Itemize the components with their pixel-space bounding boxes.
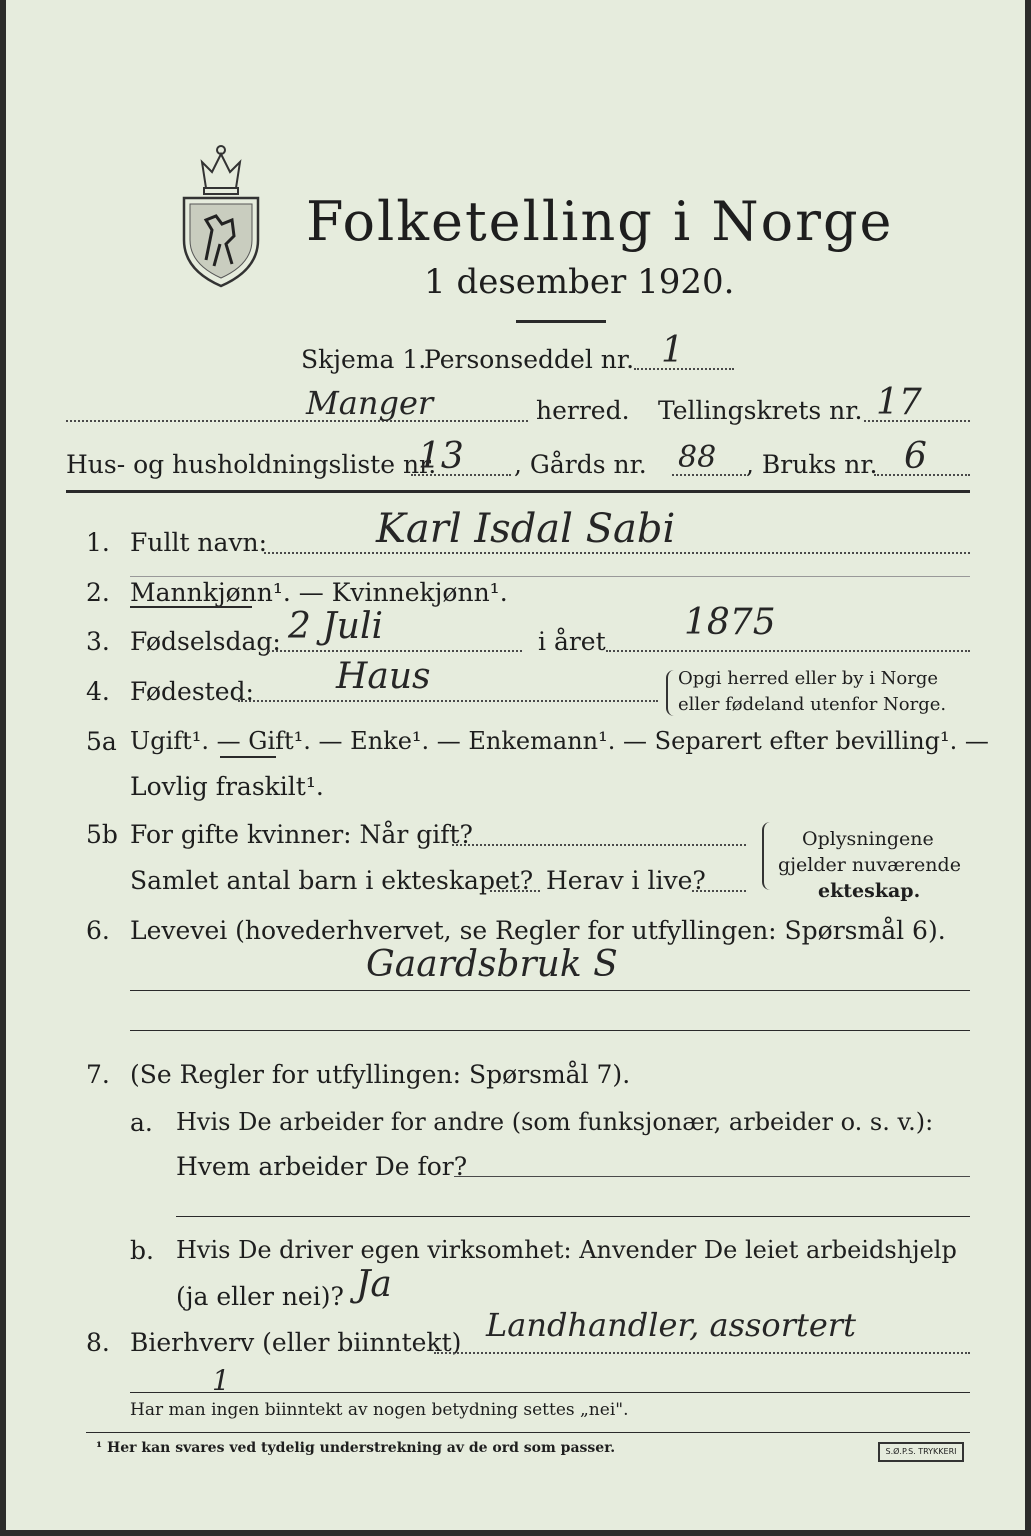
form-title: Folketelling i Norge bbox=[306, 190, 894, 253]
herred-line bbox=[66, 420, 528, 422]
q7a-line bbox=[454, 1176, 970, 1177]
q7b-line2: (ja eller nei)? bbox=[176, 1282, 344, 1311]
q3-number: 3. bbox=[86, 627, 110, 656]
q7a-line-2 bbox=[176, 1216, 970, 1217]
q5b-line2: Samlet antal barn i ekteskapet? bbox=[130, 866, 534, 895]
skjema-label: Skjema 1. bbox=[301, 345, 427, 374]
q4-brace bbox=[666, 670, 676, 716]
q4-label: Fødested: bbox=[130, 677, 254, 706]
q3-year-line bbox=[606, 650, 970, 652]
q1-line-2 bbox=[130, 576, 970, 577]
q6-number: 6. bbox=[86, 916, 110, 945]
q7-label: (Se Regler for utfyllingen: Spørsmål 7). bbox=[130, 1060, 631, 1089]
personseddel-label: Personseddel nr. bbox=[424, 345, 635, 374]
q8-line-2 bbox=[130, 1392, 970, 1393]
gards-label: , Gårds nr. bbox=[514, 450, 647, 479]
q8-note: Har man ingen biinntekt av nogen betydning settes „nei". bbox=[130, 1400, 629, 1420]
q1-line bbox=[264, 552, 970, 554]
q4-note-line1: Opgi herred eller by i Norge bbox=[678, 668, 939, 689]
q5b-note-line1: Oplysningene bbox=[802, 828, 934, 850]
footnote-divider bbox=[86, 1432, 970, 1433]
q7a-line2: Hvem arbeider De for? bbox=[176, 1152, 468, 1181]
husholdningsliste-label: Hus- og husholdningsliste nr. bbox=[66, 450, 437, 479]
q5b-number: 5b bbox=[86, 820, 118, 849]
q5b-married-line bbox=[452, 844, 746, 846]
q1-label: Fullt navn: bbox=[130, 528, 268, 557]
q6-line-1 bbox=[130, 990, 970, 991]
q3-year-label: i året bbox=[538, 627, 606, 656]
q8-line bbox=[434, 1352, 970, 1354]
bruks-value: 6 bbox=[904, 436, 927, 477]
q3-value: 2 Juli bbox=[288, 606, 383, 647]
q1-value: Karl Isdal Sabi bbox=[376, 506, 676, 552]
coat-of-arms-icon bbox=[176, 140, 266, 290]
tellingskrets-value: 17 bbox=[876, 382, 922, 423]
q8-value-2: 1 bbox=[212, 1364, 230, 1397]
bruks-label: , Bruks nr. bbox=[746, 450, 878, 479]
q3-label: Fødselsdag: bbox=[130, 627, 281, 656]
q5b-live-line bbox=[692, 890, 746, 892]
q6-value: Gaardsbruk S bbox=[366, 944, 618, 985]
q7b-value: Ja bbox=[356, 1264, 392, 1305]
q5b-children-line bbox=[490, 890, 540, 892]
census-form-page bbox=[6, 0, 1025, 1530]
q5a-number: 5a bbox=[86, 727, 117, 756]
q5b-line1: For gifte kvinner: Når gift? bbox=[130, 820, 473, 849]
q5a-underline-gift bbox=[220, 756, 276, 758]
q8-label: Bierhverv (eller biinntekt) bbox=[130, 1328, 462, 1357]
tellingskrets-label: Tellingskrets nr. bbox=[658, 396, 863, 425]
q2-text: Mannkjønn¹. — Kvinnekjønn¹. bbox=[130, 578, 508, 607]
q5b-note-line3: ekteskap. bbox=[818, 880, 921, 902]
q5b-note-line2: gjelder nuværende bbox=[778, 854, 961, 876]
q5b-live-label: Herav i live? bbox=[546, 866, 706, 895]
q8-number: 8. bbox=[86, 1328, 110, 1357]
q7b-line1: Hvis De driver egen virksomhet: Anvender De leiet arbeidshjelp bbox=[176, 1236, 957, 1264]
q5a-line2: Lovlig fraskilt¹. bbox=[130, 772, 324, 801]
herred-label: herred. bbox=[536, 396, 630, 425]
census-date: 1 desember 1920. bbox=[424, 262, 735, 302]
q6-label: Levevei (hovederhvervet, se Regler for utfyllingen: Spørsmål 6). bbox=[130, 916, 946, 945]
q6-line-2 bbox=[130, 1030, 970, 1031]
q3-year-value: 1875 bbox=[684, 602, 776, 643]
q4-number: 4. bbox=[86, 677, 110, 706]
q7a-letter: a. bbox=[130, 1108, 153, 1137]
header-divider bbox=[66, 490, 970, 493]
q7a-line1: Hvis De arbeider for andre (som funksjonær, arbeider o. s. v.): bbox=[176, 1108, 934, 1136]
personseddel-value: 1 bbox=[661, 330, 684, 371]
q4-note-line2: eller fødeland utenfor Norge. bbox=[678, 694, 947, 715]
q5a-line1: Ugift¹. — Gift¹. — Enke¹. — Enkemann¹. — Separert efter bevilling¹. — bbox=[130, 727, 989, 755]
q7-number: 7. bbox=[86, 1060, 110, 1089]
q3-line bbox=[268, 650, 522, 652]
title-divider bbox=[516, 320, 606, 323]
personseddel-line bbox=[634, 368, 734, 370]
q2-number: 2. bbox=[86, 578, 110, 607]
q8-value: Landhandler, assortert bbox=[486, 1306, 856, 1344]
q7b-letter: b. bbox=[130, 1236, 154, 1265]
q4-value: Haus bbox=[336, 656, 431, 697]
herred-value: Manger bbox=[306, 384, 434, 422]
q2-underline-mannkjonn bbox=[130, 606, 252, 608]
q4-line bbox=[238, 700, 658, 702]
printer-stamp-text: S.Ø.P.S. TRYKKERI bbox=[885, 1447, 957, 1456]
q1-number: 1. bbox=[86, 528, 110, 557]
q5b-brace bbox=[762, 822, 774, 890]
printer-stamp bbox=[878, 1442, 964, 1462]
footnote: ¹ Her kan svares ved tydelig understrekning av de ord som passer. bbox=[96, 1440, 616, 1456]
husholdningsliste-value: 13 bbox=[418, 436, 464, 477]
gards-value: 88 bbox=[678, 440, 717, 475]
